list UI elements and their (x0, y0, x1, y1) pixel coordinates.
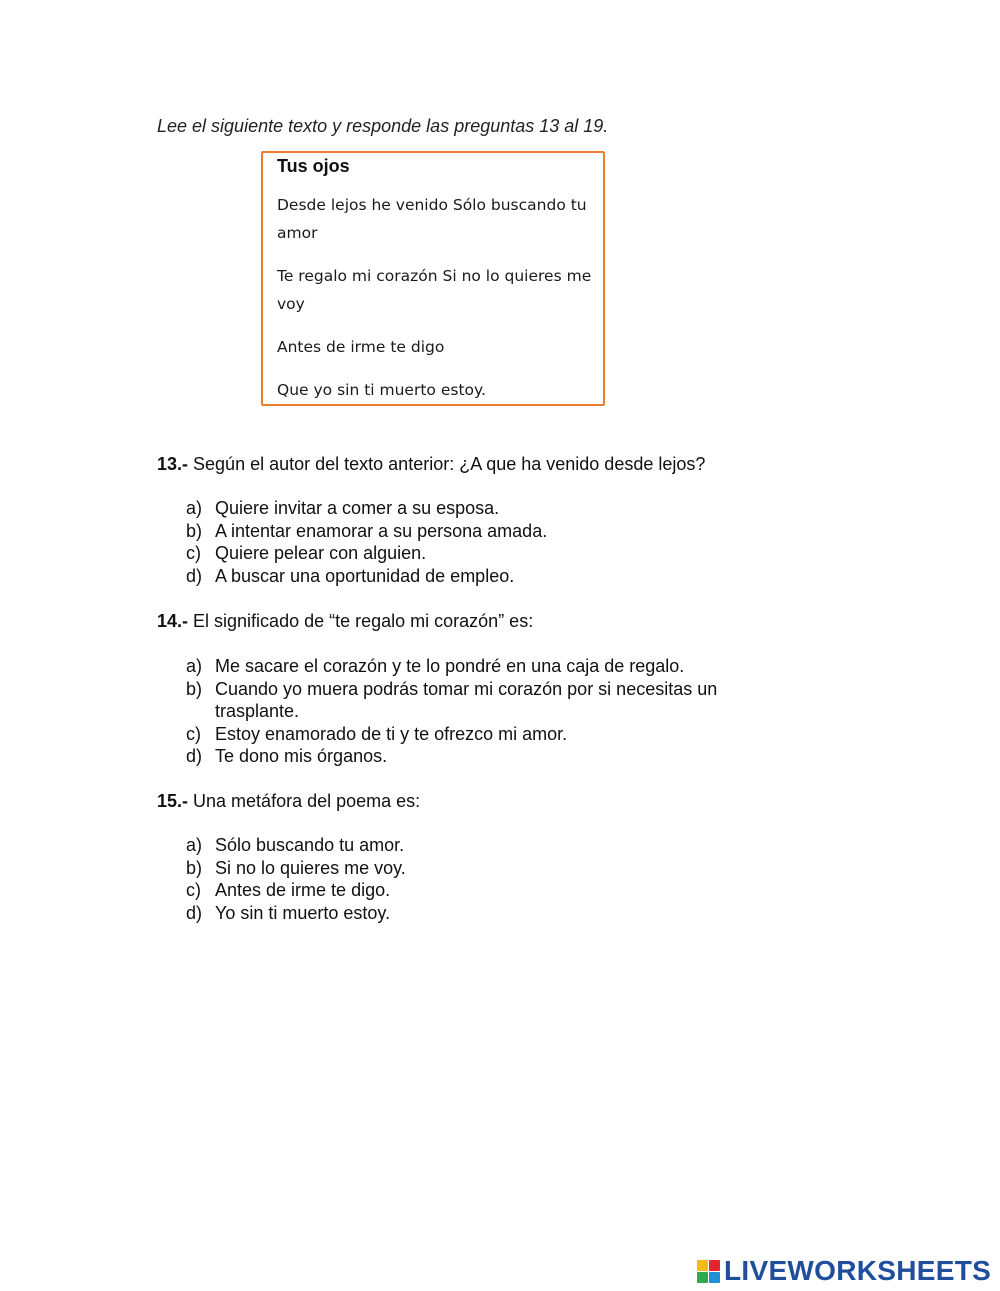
option-text: A buscar una oportunidad de empleo. (215, 565, 515, 586)
poem-stanza: Te regalo mi corazón Si no lo quieres me voy (277, 267, 592, 313)
liveworksheets-logo[interactable] (697, 1254, 991, 1288)
question-15 (157, 790, 797, 812)
option-text: Yo sin ti muerto estoy. (215, 902, 391, 923)
liveworksheets-logo-icon (697, 1260, 720, 1283)
option-text: Me sacare el corazón y te lo pondré en una caja de regalo. (215, 656, 685, 676)
option-letter: b) (186, 857, 203, 878)
option-item[interactable] (186, 857, 786, 880)
question-text: Una metáfora del poema es: (188, 791, 421, 811)
question-number: 15.- (157, 791, 189, 811)
poem-stanza: Que yo sin ti muerto estoy. (277, 381, 486, 399)
question-text: Según el autor del texto anterior: ¿A que ha venido desde lejos? (188, 454, 706, 474)
option-letter: d) (186, 746, 203, 766)
option-item[interactable] (186, 565, 786, 588)
poem-stanza: Antes de irme te digo (277, 338, 445, 356)
option-text: A intentar enamorar a su persona amada. (215, 520, 548, 541)
poem-title: Tus ojos (277, 156, 350, 176)
option-item[interactable] (186, 879, 786, 902)
question-number: 13.- (157, 454, 189, 474)
option-letter: c) (186, 543, 201, 563)
poem-box (261, 151, 605, 406)
option-letter: a) (186, 656, 203, 676)
option-letter: a) (186, 835, 203, 855)
question-13-options (186, 497, 786, 587)
option-text: Quiere invitar a comer a su esposa. (215, 498, 500, 518)
logo-square-icon (697, 1260, 708, 1271)
option-item[interactable] (186, 542, 786, 565)
option-letter: c) (186, 723, 201, 744)
option-item[interactable] (186, 678, 766, 723)
option-letter: c) (186, 880, 201, 900)
question-text: El significado de “te regalo mi corazón” es: (188, 611, 534, 631)
option-text: Sólo buscando tu amor. (215, 835, 405, 855)
option-text: Estoy enamorado de ti y te ofrezco mi amor. (215, 723, 568, 744)
option-item[interactable] (186, 902, 786, 925)
question-14 (157, 610, 797, 632)
option-item[interactable] (186, 520, 786, 543)
instruction-text: Lee el siguiente texto y responde las preguntas 13 al 19. (157, 116, 609, 136)
logo-square-icon (709, 1272, 720, 1283)
option-item[interactable] (186, 834, 786, 857)
option-text: Cuando yo muera podrás tomar mi corazón por si necesitas un trasplante. (215, 678, 718, 721)
option-text: Quiere pelear con alguien. (215, 543, 427, 563)
logo-square-icon (709, 1260, 720, 1271)
question-number: 14.- (157, 611, 189, 631)
option-item[interactable] (186, 497, 786, 520)
logo-text: LIVEWORKSHEETS (724, 1255, 992, 1286)
question-15-options (186, 834, 786, 924)
option-item[interactable] (186, 655, 766, 678)
option-letter: d) (186, 565, 203, 586)
option-item[interactable] (186, 745, 766, 768)
poem-stanza: Desde lejos he venido Sólo buscando tu amor (277, 196, 587, 242)
option-letter: b) (186, 678, 203, 699)
option-text: Te dono mis órganos. (215, 746, 388, 766)
option-letter: b) (186, 520, 203, 541)
option-text: Antes de irme te digo. (215, 880, 391, 900)
option-item[interactable] (186, 723, 766, 746)
logo-square-icon (697, 1272, 708, 1283)
question-13 (157, 453, 797, 475)
option-letter: a) (186, 498, 203, 518)
option-text: Si no lo quieres me voy. (215, 857, 406, 878)
question-14-options (186, 655, 766, 768)
option-letter: d) (186, 902, 203, 923)
